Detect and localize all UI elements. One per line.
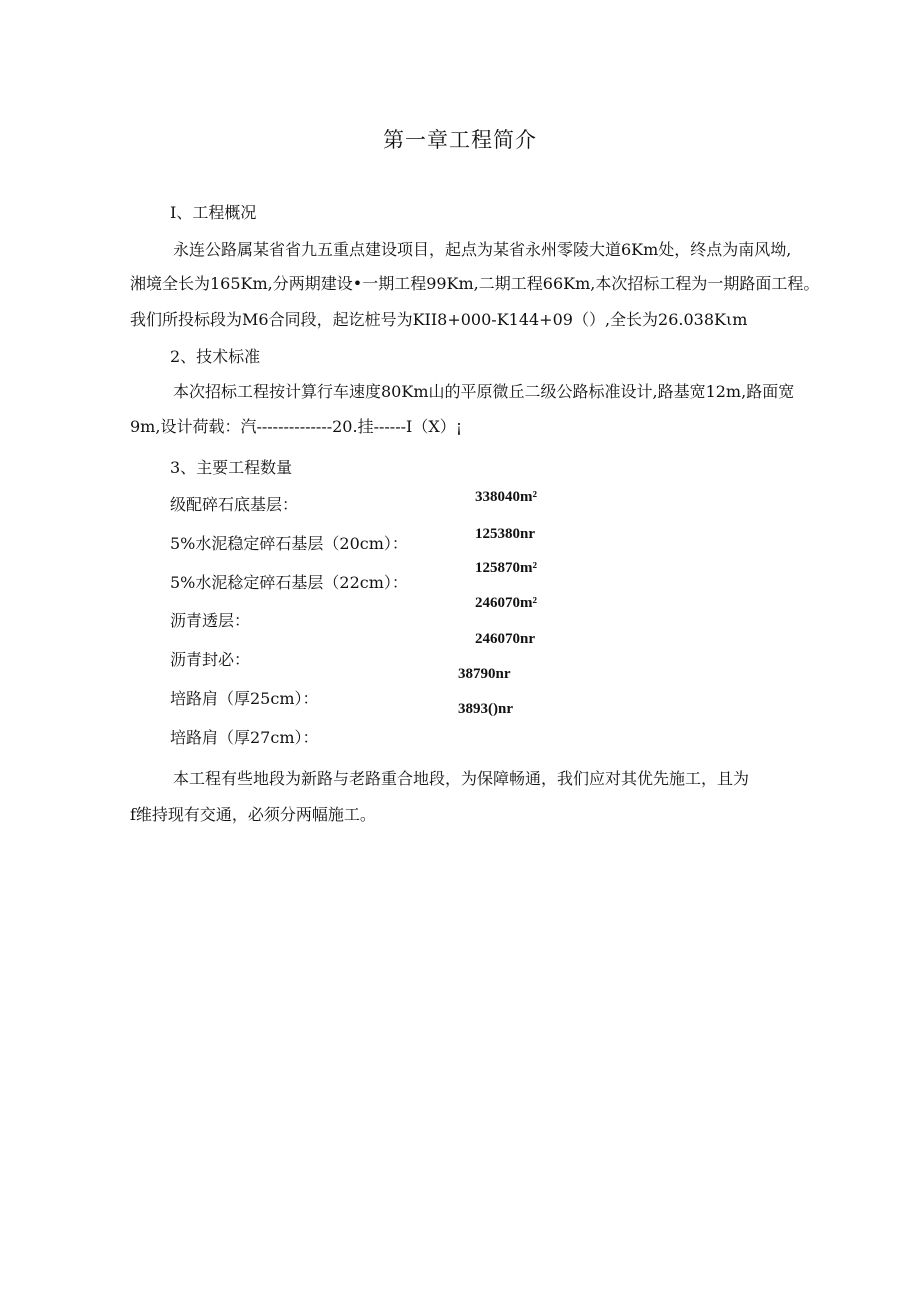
quantity-label: 培路肩（厚27cm）： xyxy=(170,728,319,747)
page-title: 第一章工程简介 xyxy=(383,128,537,152)
standards-line-1: 本次招标工程按计算行车速度80Km山的平原微丘二级公路标准设计,路基宽12m,路面宽 xyxy=(173,382,795,401)
overview-line-3: 我们所投标段为M6合同段，起讫桩号为KII8+000-K144+09（）,全长为26.038Kιm xyxy=(130,310,748,329)
quantity-label: 级配碎石底基层： xyxy=(170,495,299,514)
standards-line-2: 9m,设计荷载：汽--------------20.挂------I（X）¡ xyxy=(130,417,463,436)
quantity-value: 38790nr xyxy=(458,666,511,682)
closing-line-1: 本工程有些地段为新路与老路重合地段，为保障畅通，我们应对其优先施工，且为 xyxy=(173,769,750,788)
quantity-label: 5%水泥稳定碎石基层（20cm）： xyxy=(170,534,408,553)
section-heading-overview: I、工程概况 xyxy=(170,203,257,222)
overview-line-2: 湘境全长为165Km,分两期建设•一期工程99Km,二期工程66Km,本次招标工程为一期路面工程。 xyxy=(130,274,820,293)
quantity-label: 5%水泥稔定碎石基层（22cm）： xyxy=(170,573,408,592)
section-heading-standards: 2、技术标准 xyxy=(170,347,261,366)
quantity-value: 125380nr xyxy=(475,526,535,542)
quantity-label: 培路肩（厚25cm）： xyxy=(170,689,319,708)
quantity-value: 125870m² xyxy=(475,560,537,576)
section-heading-quantities: 3、主要工程数量 xyxy=(170,458,293,477)
overview-line-1: 永连公路属某省省九五重点建设项目，起点为某省永州零陵大道6Km处，终点为南风坳, xyxy=(173,240,792,259)
quantity-value: 246070nr xyxy=(475,631,535,647)
closing-line-2: f维持现有交通，必须分两幅施工。 xyxy=(130,805,376,824)
quantity-label: 沥青封必： xyxy=(170,650,251,669)
quantity-value: 246070m² xyxy=(475,595,537,611)
quantity-value: 338040m² xyxy=(475,489,537,505)
quantity-label: 沥青透层： xyxy=(170,611,251,630)
quantity-value: 3893()nr xyxy=(458,701,513,717)
